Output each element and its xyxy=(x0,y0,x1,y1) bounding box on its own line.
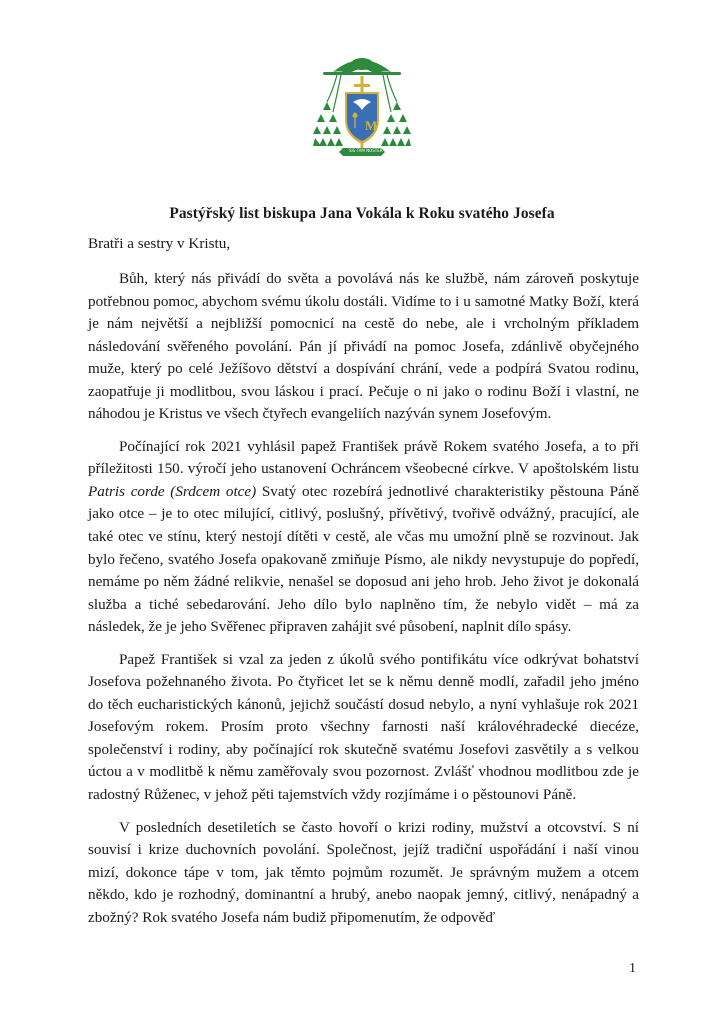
paragraph-2 xyxy=(88,436,639,639)
paragraph-4: V posledních desetiletích se často hovoří o krizi rodiny, mužství a otcovství. S ní souvisí i krize duchovních povolání. Společnost, jejíž tradiční uspořádání i naší vinou mizí, dokonce tápe v tom, jak těmto pojmům rozumět. Je správným mužem a otcem někdo, kdo je rozhodný, dominantní a hrubý, anebo naopak jemný, citlivý, nenápadný a zbožný? Rok svatého Josefa nám budiž připomenutím, že odpověď xyxy=(88,818,639,926)
encyclical-title: Patris corde (Srdcem otce) xyxy=(88,482,257,500)
paragraph-1: Bůh, který nás přivádí do světa a povolává nás ke službě, nám zároveň poskytuje potřebnou pomoc, abychom svému úkolu dostáli. Vidíme to i u samotné Matky Boží, která je nám největší a nejbližší pomocnicí na cestě do nebe, ale i vrcholným příkladem následování svěřeného povolání. Pán jí přivádí na pomoc Josefa, zdánlivě obyčejného muže, který po celé Ježíšovo dětství a dospívání chrání, vede a podpírá Svatou rodinu, zaopatřuje ji modlitbou, svou láskou i prací. Pečuje o ni jako o rodinu Boží i vlastní, ne náhodou je Kristus ve všech čtyřech evangeliích nazýván synem Josefovým. xyxy=(88,270,639,423)
greeting: Bratři a sestry v Kristu, xyxy=(88,235,231,252)
paragraph-2-start: Počínající rok 2021 vyhlásil papež František právě Rokem svatého Josefa, a to při příležitosti 150. výročí jeho ustanovení Ochráncem všeobecné církve. V apoštolském listu xyxy=(88,437,639,478)
motto-ribbon-text: SIS TAM NOSTER xyxy=(349,148,383,153)
coat-of-arms-logo xyxy=(313,50,411,162)
coat-of-arms-icon xyxy=(313,50,411,162)
paragraph-3: Papež František si vzal za jeden z úkolů svého pontifikátu více odkrývat bohatství Josefova požehnaného života. Po čtyřicet let se k němu denně modlí, zařadil jeho jméno do těch eucharistických kánonů, jejichž součástí dosud nebylo, a nyní vyhlašuje rok 2021 Josefovým rokem. Prosím proto všechny farnosti naší královéhradecké diecéze, společenství i rodiny, aby počínající rok skutečně svatému Josefovi zasvětily a s velkou úctou a v modlitbě k němu zaměřovaly svou pozornost. Zvlášť vhodnou modlitbou zde je radostný Růženec, v jehož pěti tajemstvích vždy rozjímáme i o pěstounovi Páně. xyxy=(88,650,639,804)
letter-title: Pastýřský list biskupa Jana Vokála k Roku svatého Josefa xyxy=(169,205,555,222)
svg-text:M: M xyxy=(365,118,378,133)
page-number: 1 xyxy=(629,961,636,976)
paragraph-2-end: Svatý otec rozebírá jednotlivé charakteristiky pěstouna Páně jako otce – je to otec milující, citlivý, poslušný, přívětivý, tvořivě odvážný, pracující, ale také otec ve stínu, který nestojí dítěti v cestě, ale včas mu umožní plně se rozvinout. Jak bylo řečeno, svatého Josefa opakovaně zmiňuje Písmo, ale nikdy nevystupuje do popředí, nemáme po něm žádné relikvie, nenašel se doposud ani jeho hrob. Jeho život je dokonalá služba a tiché sebedarování. Jeho dílo bylo naplněno tím, že nebylo vidět – má za následek, že je jeho Svěřenec připraven zahájit své působení, naplnit dílo spásy. xyxy=(88,482,639,636)
letter-body xyxy=(88,268,639,939)
